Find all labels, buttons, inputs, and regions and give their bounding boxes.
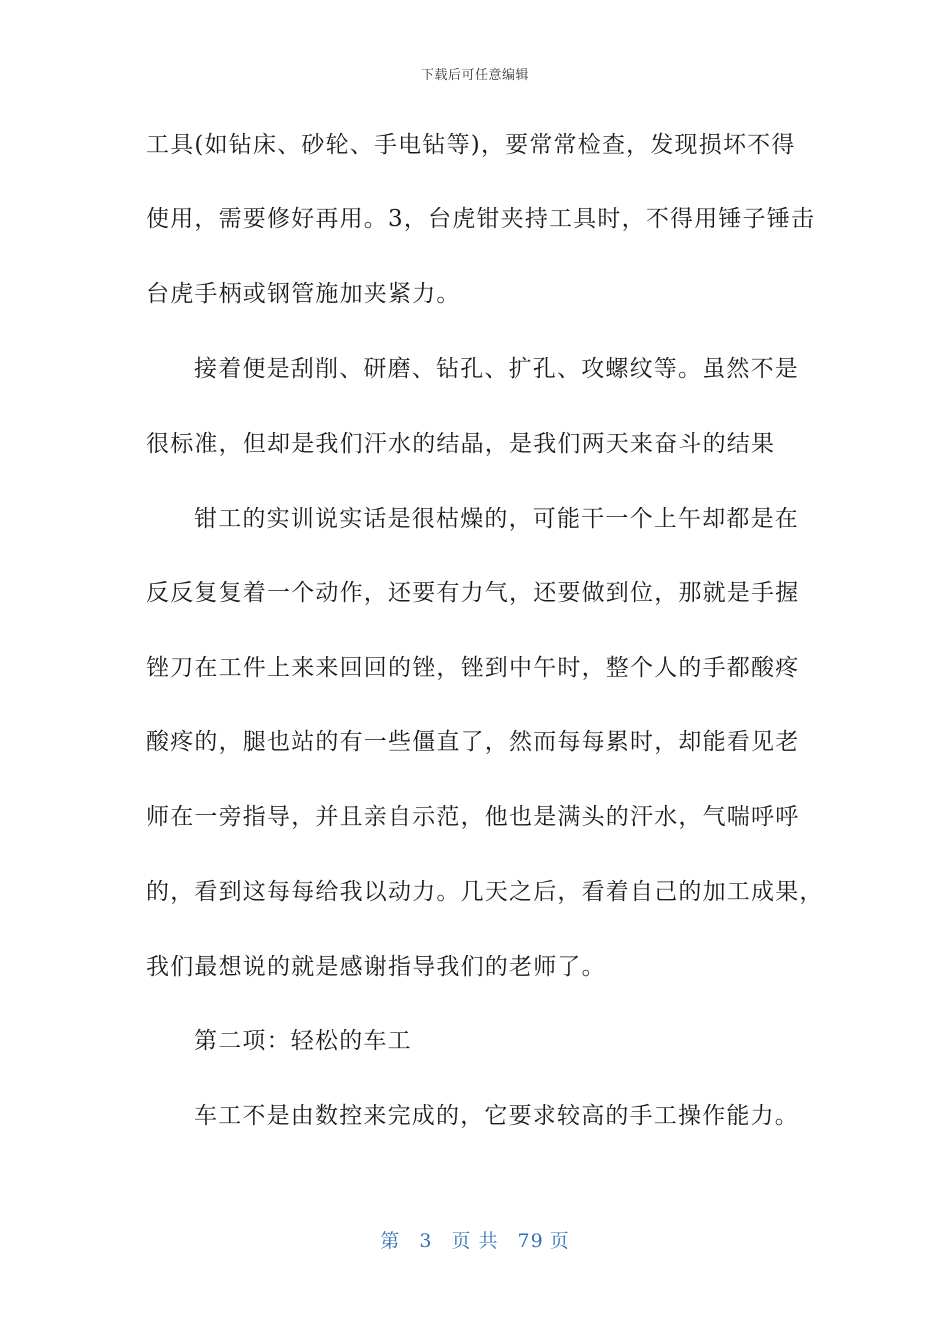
body-line-5: 很标准，但却是我们汗水的结晶，是我们两天来奋斗的结果 xyxy=(146,431,776,457)
page-footer xyxy=(0,1226,950,1253)
body-line-14: 车工不是由数控来完成的，它要求较高的手工操作能力。 xyxy=(194,1103,799,1129)
body-line-6: 钳工的实训说实话是很枯燥的，可能干一个上午却都是在 xyxy=(194,506,799,532)
section-heading: 第二项：轻松的车工 xyxy=(194,1028,412,1054)
footer-total-pages: 79 xyxy=(517,1230,544,1252)
footer-prefix: 第 xyxy=(380,1230,401,1252)
page-header: 下载后可任意编辑 xyxy=(420,68,529,83)
body-line-3: 台虎手柄或钢管施加夹紧力。 xyxy=(146,281,461,307)
body-line-2: 使用，需要修好再用。3，台虎钳夹持工具时，不得用锤子锤击 xyxy=(146,206,816,232)
body-line-12: 我们最想说的就是感谢指导我们的老师了。 xyxy=(146,954,606,980)
body-line-1: 工具(如钻床、砂轮、手电钻等)，要常常检查，发现损坏不得 xyxy=(146,132,796,158)
body-line-8: 锉刀在工件上来来回回的锉，锉到中午时，整个人的手都酸疼 xyxy=(146,655,800,681)
body-line-11: 的，看到这每每给我以动力。几天之后，看着自己的加工成果， xyxy=(146,879,824,905)
body-line-4: 接着便是刮削、研磨、钻孔、扩孔、攻螺纹等。虽然不是 xyxy=(194,356,799,382)
body-line-10: 师在一旁指导，并且亲自示范，他也是满头的汗水，气喘呼呼 xyxy=(146,804,800,830)
footer-page-number: 3 xyxy=(419,1230,433,1252)
footer-suffix: 页 xyxy=(549,1230,570,1252)
body-line-9: 酸疼的，腿也站的有一些僵直了，然而每每累时，却能看见老 xyxy=(146,729,800,755)
footer-middle: 页 共 xyxy=(451,1230,499,1252)
body-line-7: 反反复复着一个动作，还要有力气，还要做到位，那就是手握 xyxy=(146,580,800,606)
